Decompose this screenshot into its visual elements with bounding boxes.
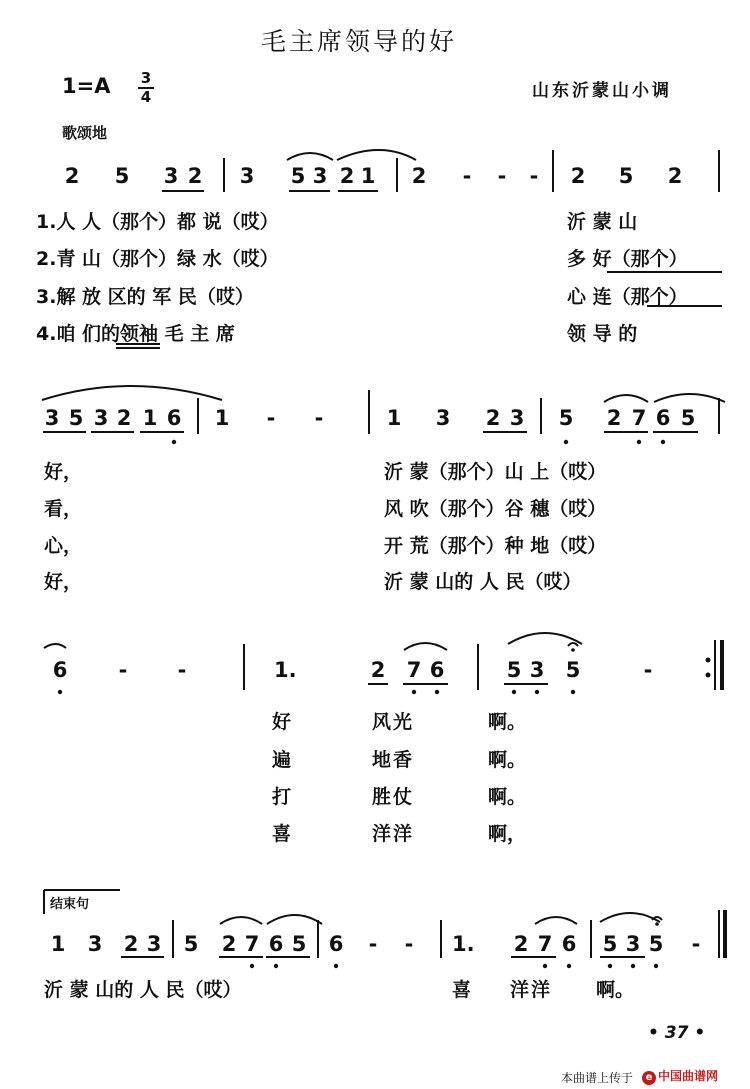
note: 2 bbox=[116, 406, 132, 430]
dash: - bbox=[643, 658, 653, 682]
octave-dot bbox=[58, 690, 62, 694]
slur bbox=[220, 917, 262, 924]
fermata-dot bbox=[655, 922, 659, 926]
octave-dot bbox=[512, 690, 516, 694]
coda-lyric-word: 啊。 bbox=[596, 979, 635, 1001]
tempo-marking: 歌颂地 bbox=[62, 124, 108, 142]
octave-dot bbox=[564, 440, 568, 444]
note: 2 bbox=[411, 164, 427, 188]
note: 5 bbox=[618, 164, 634, 188]
verse-2-lyric: 2.青 山（那个）绿 水（哎） bbox=[36, 248, 279, 270]
octave-dot bbox=[608, 964, 612, 968]
slur bbox=[337, 150, 416, 160]
octave-dot bbox=[435, 690, 439, 694]
note: 3 bbox=[87, 932, 103, 956]
slur bbox=[44, 644, 66, 648]
line-2-lyric-left: 看， bbox=[44, 498, 83, 520]
octave-dot bbox=[543, 964, 547, 968]
note: 5 bbox=[648, 932, 664, 956]
note: 2 bbox=[370, 658, 386, 682]
verse-3-lyric-right: 心 连（那个） bbox=[567, 286, 688, 308]
coda-lyric-left: 沂 蒙 山的 人 民（哎） bbox=[44, 979, 242, 1001]
slur bbox=[604, 395, 648, 402]
octave-dot bbox=[567, 964, 571, 968]
note: 2 bbox=[570, 164, 586, 188]
repeat-dot bbox=[706, 673, 711, 678]
line-2-lyric-right: 风 吹（那个）谷 穗（哎） bbox=[384, 498, 607, 520]
lyric-word: 风光 bbox=[372, 711, 415, 733]
lyric-word: 地香 bbox=[372, 749, 415, 771]
meter-top: 3 bbox=[140, 69, 152, 87]
note: 7 bbox=[406, 658, 422, 682]
lyric-word: 啊， bbox=[488, 823, 527, 845]
dash: - bbox=[529, 164, 539, 188]
note: 1 bbox=[50, 932, 66, 956]
note: 2 bbox=[187, 164, 203, 188]
coda-label: 结束句 bbox=[50, 897, 90, 912]
dash: - bbox=[404, 932, 414, 956]
dash: - bbox=[462, 164, 472, 188]
verse-2-lyric-right: 多 好（那个） bbox=[567, 248, 688, 270]
note: 3 bbox=[625, 932, 641, 956]
slur bbox=[600, 913, 660, 922]
slur bbox=[267, 915, 322, 924]
coda-lyric-word: 洋洋 bbox=[510, 979, 553, 1001]
note: 2 bbox=[123, 932, 139, 956]
lyric-word: 喜 bbox=[272, 823, 292, 845]
lyric-word: 好 bbox=[272, 711, 292, 733]
note: 2 bbox=[513, 932, 529, 956]
note: 7 bbox=[631, 406, 647, 430]
verse-4-lyric-right: 领 导 的 bbox=[567, 323, 638, 345]
note: 5 bbox=[291, 932, 307, 956]
dash: - bbox=[118, 658, 128, 682]
octave-dot bbox=[661, 440, 665, 444]
note: 3 bbox=[239, 164, 255, 188]
octave-dot bbox=[571, 690, 575, 694]
note: 1. bbox=[452, 932, 475, 956]
octave-dot bbox=[250, 964, 254, 968]
note: 2 bbox=[485, 406, 501, 430]
note: 5 bbox=[290, 164, 306, 188]
note: 2 bbox=[339, 164, 355, 188]
note: 6 bbox=[268, 932, 284, 956]
verse-3-lyric: 3.解 放 区的 军 民（哎） bbox=[36, 286, 254, 308]
note: 7 bbox=[537, 932, 553, 956]
note: 1 bbox=[142, 406, 158, 430]
note: 2 bbox=[606, 406, 622, 430]
octave-dot bbox=[172, 440, 176, 444]
line-2-lyric-right: 沂 蒙（那个）山 上（哎） bbox=[384, 461, 607, 483]
slur bbox=[654, 394, 725, 402]
note: 5 bbox=[506, 658, 522, 682]
note: 5 bbox=[565, 658, 581, 682]
note: 3 bbox=[435, 406, 451, 430]
note: 5 bbox=[680, 406, 696, 430]
octave-dot bbox=[631, 964, 635, 968]
slur bbox=[508, 633, 582, 644]
note: 6 bbox=[429, 658, 445, 682]
dash: - bbox=[368, 932, 378, 956]
dash: - bbox=[177, 658, 187, 682]
lyric-word: 啊。 bbox=[488, 786, 527, 808]
dash: - bbox=[691, 932, 701, 956]
note: 2 bbox=[221, 932, 237, 956]
lyric-word: 洋洋 bbox=[372, 823, 415, 845]
dash: - bbox=[497, 164, 507, 188]
note: 6 bbox=[561, 932, 577, 956]
note: 3 bbox=[312, 164, 328, 188]
note: 1. bbox=[274, 658, 297, 682]
octave-dot bbox=[535, 690, 539, 694]
slur bbox=[404, 643, 447, 650]
lyric-word: 遍 bbox=[272, 749, 292, 771]
note: 1 bbox=[360, 164, 376, 188]
lyric-word: 打 bbox=[272, 786, 292, 808]
line-2-lyric-left: 心， bbox=[44, 535, 83, 557]
note: 6 bbox=[655, 406, 671, 430]
octave-dot bbox=[274, 964, 278, 968]
lyric-word: 啊。 bbox=[488, 711, 527, 733]
fermata bbox=[568, 643, 578, 646]
slur bbox=[535, 917, 577, 924]
note: 6 bbox=[328, 932, 344, 956]
line-2-lyric-right: 沂 蒙 山的 人 民（哎） bbox=[384, 571, 582, 593]
lyric-word: 胜仗 bbox=[372, 786, 415, 808]
site-logo-icon: e bbox=[642, 1071, 656, 1085]
octave-dot bbox=[637, 440, 641, 444]
note: 5 bbox=[558, 406, 574, 430]
note: 3 bbox=[529, 658, 545, 682]
verse-1-lyric: 1.人 人（那个）都 说（哎） bbox=[36, 211, 279, 233]
note: 7 bbox=[244, 932, 260, 956]
footer-text: 本曲谱上传于 bbox=[561, 1071, 634, 1085]
slur bbox=[42, 386, 222, 400]
lyric-word: 啊。 bbox=[488, 749, 527, 771]
note: 3 bbox=[44, 406, 60, 430]
note: 3 bbox=[93, 406, 109, 430]
octave-dot bbox=[654, 964, 658, 968]
line-2-lyric-right: 开 荒（那个）种 地（哎） bbox=[384, 535, 607, 557]
note: 5 bbox=[68, 406, 84, 430]
note: 2 bbox=[667, 164, 683, 188]
slur bbox=[287, 153, 333, 160]
note: 3 bbox=[146, 932, 162, 956]
page-number: • 37 • bbox=[648, 1023, 706, 1043]
line-2-lyric-left: 好， bbox=[44, 571, 83, 593]
note: 6 bbox=[166, 406, 182, 430]
verse-4-lyric: 4.咱 们的领袖 毛 主 席 bbox=[36, 323, 235, 345]
site-name: 中国曲谱网 bbox=[658, 1069, 719, 1083]
meter-bottom: 4 bbox=[138, 87, 154, 106]
note: 3 bbox=[163, 164, 179, 188]
origin-label: 山东沂蒙山小调 bbox=[532, 81, 672, 101]
note: 1 bbox=[386, 406, 402, 430]
note: 6 bbox=[52, 658, 68, 682]
octave-dot bbox=[334, 964, 338, 968]
note: 5 bbox=[602, 932, 618, 956]
key-signature: 1=A bbox=[62, 74, 111, 98]
verse-1-lyric-right: 沂 蒙 山 bbox=[567, 211, 638, 233]
line-2-lyric-left: 好， bbox=[44, 461, 83, 483]
page-title: 毛主席领导的好 bbox=[261, 27, 458, 56]
note: 2 bbox=[64, 164, 80, 188]
octave-dot bbox=[412, 690, 416, 694]
dash: - bbox=[266, 406, 276, 430]
repeat-dot bbox=[706, 658, 711, 663]
note: 3 bbox=[509, 406, 525, 430]
note: 5 bbox=[114, 164, 130, 188]
note: 1 bbox=[214, 406, 230, 430]
coda-lyric-word: 喜 bbox=[452, 979, 472, 1001]
fermata-dot bbox=[571, 648, 575, 652]
note: 5 bbox=[183, 932, 199, 956]
dash: - bbox=[314, 406, 324, 430]
